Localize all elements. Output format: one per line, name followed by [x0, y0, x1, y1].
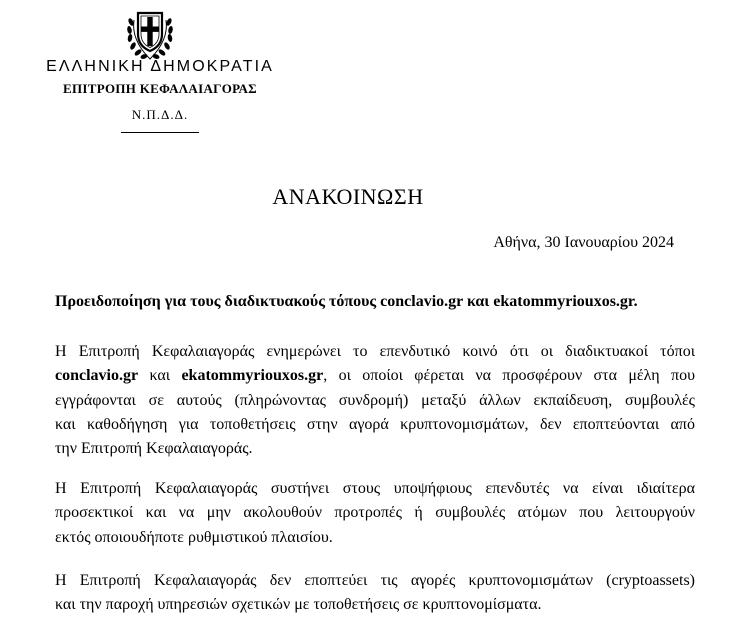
paragraph-1-line-2: [55, 364, 695, 388]
announcement-subject: [55, 293, 695, 311]
paragraph-2-line-1: Η Επιτροπή Κεφαλαιαγοράς συστήνει στους υποψήφιους επενδυτές να είναι ιδιαίτερα: [55, 480, 695, 497]
conjunction: και: [138, 367, 182, 385]
site-ekatommyriouxos: ekatommyriouxos.gr: [181, 367, 324, 385]
paragraph-1: [55, 340, 695, 461]
subject-suffix: .: [633, 293, 638, 310]
paragraph-1-line-3: εγγράφονται σε αυτούς (πληρώνοντας συνδρομή) μεταξύ άλλων εκπαίδευση, συμβουλές: [55, 391, 695, 409]
announcement-date: Αθήνα, 30 Ιανουαρίου 2024: [493, 234, 674, 251]
letterhead: [0, 0, 340, 140]
republic-name: ΕΛΛΗΝΙΚΗ ΔΗΜΟΚΡΑΤΙΑ: [46, 58, 274, 75]
paragraph-3: [55, 569, 695, 618]
paragraph-2-line-3: εκτός οποιουδήποτε ρυθμιστικού πλαισίου.: [55, 528, 333, 546]
paragraph-1-line-5: την Επιτροπή Κεφαλαιαγοράς.: [55, 440, 253, 458]
paragraph-2-line-2: προσεκτικοί και να μην ακολουθούν προτροπές ή συμβουλές ατόμων που λειτουργούν: [55, 504, 695, 522]
subject-middle: και: [462, 293, 494, 310]
greek-coat-of-arms-icon: [125, 6, 175, 62]
paragraph-3-line-2: και την παροχή υπηρεσιών σχετικών με τοποθετήσεις σε κρυπτονομίσματα.: [55, 596, 542, 614]
subject-site-ekatommyriouxos: ekatommyriouxos.gr: [493, 293, 634, 310]
paragraph-1-line-4: και καθοδήγηση για τοποθετήσεις στην αγορά κρυπτονομισμάτων, δεν εποπτεύονται από: [55, 415, 695, 433]
subject-site-conclavio: conclavio.gr: [380, 293, 463, 310]
paragraph-1-line-2-rest: , οι οποίοι φέρεται να προσφέρουν στα μέλη που: [323, 367, 695, 385]
header-divider: [121, 132, 199, 133]
announcement-title: ΑΝΑΚΟΙΝΩΣΗ: [272, 184, 424, 209]
site-conclavio: conclavio.gr: [55, 367, 139, 385]
paragraph-2: [55, 477, 695, 550]
paragraph-3-line-1: Η Επιτροπή Κεφαλαιαγοράς δεν εποπτεύει τις αγορές κρυπτονομισμάτων (cryptoassets): [55, 572, 695, 589]
legal-form-abbreviation: Ν.Π.Δ.Δ.: [131, 107, 189, 122]
committee-name: ΕΠΙΤΡΟΠΗ ΚΕΦΑΛΑΙΑΓΟΡΑΣ: [63, 81, 257, 96]
paragraph-1-line-1: Η Επιτροπή Κεφαλαιαγοράς ενημερώνει το επενδυτικό κοινό ότι οι διαδικτυακοί τόποι: [55, 343, 695, 360]
subject-prefix: Προειδοποίηση για τους διαδικτυακούς τόπους: [55, 293, 381, 310]
